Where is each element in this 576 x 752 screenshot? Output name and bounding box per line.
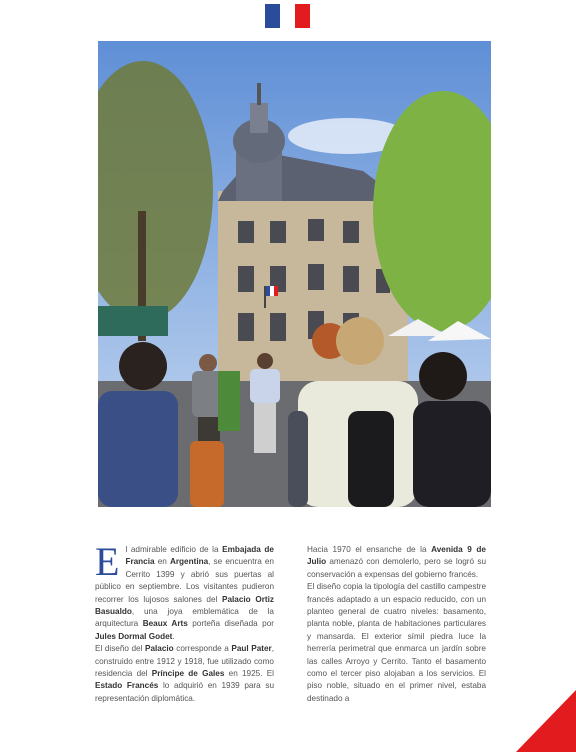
- flag-red-stripe: [295, 4, 310, 28]
- design-paragraph: El diseño del Palacio corresponde a Paul Pater, construido entre 1912 y 1918, fue utilizado como residencia del Príncipe de Gales en 1925. El Estado Francés lo adquirió en 1939 para su representación diplomática.: [95, 644, 274, 703]
- architecture-paragraph: El diseño copia la tipología del castillo campestre francés adaptado a un espacio reducido, con un planteo general de cuatro niveles: basamento, planta noble, planta de habitaciones particulares y mansarda. El exterior símil piedra luce la herrería perimetral que enmarca un jardín sobre las calles Arroyo y Cerrito. Tanto el basamento como el tercer piso alojaban a los servicios. El piso noble, situado en el primer nivel, estaba destinado a: [307, 582, 486, 703]
- article-column-right: [307, 544, 486, 705]
- history-paragraph: Hacia 1970 el ensanche de la Avenida 9 de Julio amenazó con demolerlo, pero se logró su conservación a expensas del gobierno francés.: [307, 545, 486, 579]
- drop-cap: E: [95, 539, 120, 584]
- intro-paragraph: El admirable edificio de la Embajada de Francia en Argentina, se encuentra en Cerrito 1399 y abrió sus puertas al público en septiembre. Los visitantes pudieron recorrer los lujosos salones del Palacio Ortiz Basualdo, una joya emblemática de la arquitectura Beaux Arts porteña diseñada por Jules Dormal Godet.: [95, 539, 274, 641]
- article-column-left: [95, 539, 274, 705]
- french-flag: [265, 4, 310, 28]
- flag-blue-stripe: [265, 4, 280, 28]
- red-corner-triangle: [516, 690, 576, 752]
- embassy-photo: [98, 41, 491, 507]
- embassy-street-photo-icon: [98, 41, 491, 507]
